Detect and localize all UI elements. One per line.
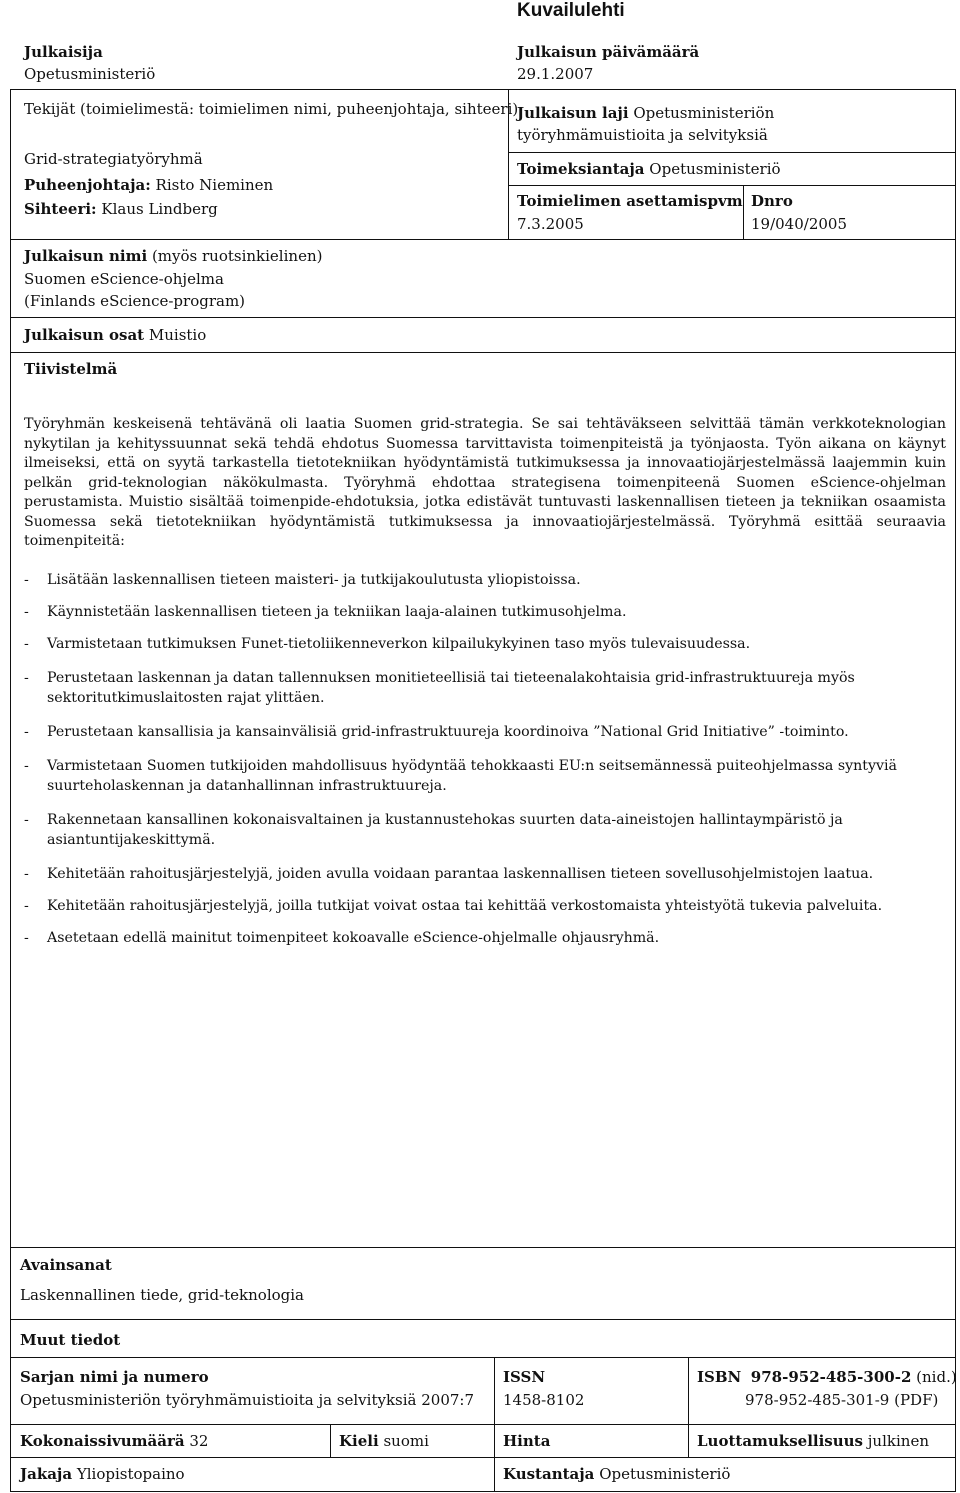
price-label: Hinta: [503, 1432, 551, 1450]
isbn-print: 978-952-485-300-2: [750, 1368, 912, 1386]
list-item-text: Perustetaan kansallisia ja kansainvälisiä grid-infrastruktuureja koordinoiva ”National Grid Initiative” -toiminto.: [47, 724, 849, 740]
secretary-line: [24, 200, 218, 218]
title-section-divider: [10, 239, 956, 240]
authors-label: Tekijät (toimielimestä: toimielimen nimi, puheenjohtaja, sihteeri): [24, 100, 519, 118]
list-dash: -: [24, 930, 29, 946]
list-dash: -: [24, 758, 29, 774]
confidentiality-line: [697, 1432, 929, 1450]
commissioner-value: Opetusministeriö: [649, 160, 781, 178]
publication-title-label: Julkaisun nimi: [24, 247, 148, 265]
date-label: Julkaisun päivämäärä: [517, 43, 700, 61]
publication-parts-label: Julkaisun osat: [24, 326, 145, 344]
chair-line: [24, 176, 273, 194]
commissioner-line: [517, 160, 781, 178]
publisher-footer-value: Opetusministeriö: [599, 1465, 731, 1483]
language-value: suomi: [383, 1432, 429, 1450]
list-dash: -: [24, 572, 29, 588]
distributor-value: Yliopistopaino: [76, 1465, 185, 1483]
dnro-divider: [743, 185, 744, 239]
list-item: [24, 722, 946, 742]
confidentiality-value: julkinen: [867, 1432, 929, 1450]
secretary-label: Sihteeri:: [24, 200, 97, 218]
publication-type-value-2: työryhmämuistioita ja selvityksiä: [517, 126, 768, 144]
type-divider: [508, 152, 956, 153]
keywords-label: Avainsanat: [20, 1256, 112, 1274]
abstract-text: Työryhmän keskeisenä tehtävänä oli laatia Suomen grid-strategia. Se sai tehtäväkseen selvittää tämän verkkoteknologian nykytilan ja kehityssuunnat sekä tehdä ehdotus Suomessa tarvittavista toimenpiteistä ja työnjaosta. Työn aikana on käynyt ilmeiseksi, että on syytä tarkastella tietotekniikan hyödyntämistä tutkimuksessa ja innovaatiojärjestelmässä laajemmin kuin pelkän grid-teknologian näkökulmasta. Työryhmä ehdottaa strategisena toimenpiteenä Suomen eScience-ohjelman perustamista. Muistio sisältää toimenpide-ehdotuksia, jotka edistävät tuntuvasti laskennallisen tieteen ja tekniikan osaamista Suomessa sekä tietotekniikan hyödyntämistä tutkimuksessa ja innovaatiojärjestelmässä. Työryhmä esittää seuraavia toimenpiteitä:: [24, 416, 946, 549]
publisher-footer-line: [503, 1465, 730, 1483]
abstract-section-divider: [10, 352, 956, 353]
series-col-divider-1: [494, 1357, 495, 1424]
list-item-text: Perustetaan laskennan ja datan tallennuksen monitieteellisiä tai tieteenalakohtaisia grid-infrastruktuureja myös sektoritutkimuslaitosten rajat ylittäen.: [47, 670, 855, 706]
issn-value: 1458-8102: [503, 1391, 585, 1409]
publication-type-value: Opetusministeriön: [633, 104, 775, 122]
list-item: [24, 570, 946, 590]
chair-label: Puheenjohtaja:: [24, 176, 151, 194]
footer-divider-2: [10, 1457, 956, 1458]
publication-title-fi: Suomen eScience-ohjelma: [24, 270, 224, 288]
keywords-divider: [10, 1247, 956, 1248]
list-item: [24, 810, 867, 850]
list-dash: -: [24, 670, 29, 686]
list-dash: -: [24, 812, 29, 828]
list-item: [24, 896, 946, 916]
isbn-pdf: 978-952-485-301-9 (PDF): [745, 1391, 939, 1409]
commissioner-divider: [508, 185, 956, 186]
language-line: [339, 1432, 429, 1450]
list-item: [24, 602, 946, 622]
list-dash: -: [24, 604, 29, 620]
list-item-text: Varmistetaan Suomen tutkijoiden mahdollisuus hyödyntää tehokkaasti EU:n seitsemännessä puiteohjelmassa syntyviä suurteholaskennan ja datanhallinnan infrastruktuureja.: [47, 758, 898, 794]
isbn-line-1: [697, 1368, 957, 1386]
footer-col-divider-3: [688, 1424, 689, 1457]
frame-top-line: [10, 89, 956, 90]
publication-parts-value: Muistio: [148, 326, 207, 344]
list-item: [24, 756, 907, 796]
list-item-text: Kehitetään rahoitusjärjestelyjä, joiden avulla voidaan parantaa laskennallisen tieteen sovellusohjelmistojen laatua.: [47, 866, 874, 882]
dnro-label: Dnro: [751, 192, 793, 210]
pages-value: 32: [189, 1432, 209, 1450]
other-info-divider: [10, 1319, 956, 1320]
chair-name: Risto Nieminen: [155, 176, 274, 194]
distributor-label: Jakaja: [20, 1465, 73, 1483]
working-group-name: Grid-strategiatyöryhmä: [24, 150, 203, 168]
list-item-text: Rakennetaan kansallinen kokonaisvaltainen ja kustannustehokas suurten data-aineistojen hallintaympäristö ja asiantuntijakeskittymä.: [47, 812, 843, 848]
list-dash: -: [24, 724, 29, 740]
list-item-text: Lisätään laskennallisen tieteen maisteri- ja tutkijakoulutusta yliopistoissa.: [47, 572, 581, 588]
abstract-label: Tiivistelmä: [24, 360, 118, 378]
list-item-text: Käynnistetään laskennallisen tieteen ja tekniikan laaja-alainen tutkimusohjelma.: [47, 604, 627, 620]
distributor-line: [20, 1465, 185, 1483]
frame-left-line: [10, 89, 11, 1492]
keywords-value: Laskennallinen tiede, grid-teknologia: [20, 1286, 305, 1304]
footer-col-divider-1: [330, 1424, 331, 1457]
list-item: [24, 634, 946, 654]
confidentiality-label: Luottamuksellisuus: [697, 1432, 863, 1450]
list-item-text: Varmistetaan tutkimuksen Funet-tietoliikenneverkon kilpailukykyinen taso myös tulevaisuudessa.: [47, 636, 751, 652]
parts-section-divider: [10, 317, 956, 318]
publication-title-label-line: [24, 247, 322, 265]
publisher-value: Opetusministeriö: [24, 65, 156, 83]
series-col-divider-2: [688, 1357, 689, 1424]
list-dash: -: [24, 898, 29, 914]
publisher-footer-label: Kustantaja: [503, 1465, 595, 1483]
document-type-title: Kuvailulehti: [517, 0, 625, 21]
pages-label: Kokonaissivumäärä: [20, 1432, 185, 1450]
publisher-label: Julkaisija: [24, 43, 103, 61]
established-value: 7.3.2005: [517, 215, 584, 233]
dnro-value: 19/040/2005: [751, 215, 847, 233]
other-info-label: Muut tiedot: [20, 1331, 121, 1349]
list-item: [24, 864, 946, 884]
secretary-name: Klaus Lindberg: [101, 200, 218, 218]
date-value: 29.1.2007: [517, 65, 594, 83]
list-item-text: Kehitetään rahoitusjärjestelyjä, joilla tutkijat voivat ostaa tai kehittää verkostomaista yhteistyötä tukevia palveluita.: [47, 898, 883, 914]
series-value: Opetusministeriön työryhmämuistioita ja selvityksiä 2007:7: [20, 1391, 475, 1409]
frame-right-line: [955, 89, 956, 1492]
publication-type-label: Julkaisun laji: [517, 104, 629, 122]
commissioner-label: Toimeksiantaja: [517, 160, 645, 178]
list-item: [24, 928, 946, 948]
list-dash: -: [24, 866, 29, 882]
established-label: Toimielimen asettamispvm: [517, 192, 743, 210]
measures-list: [24, 570, 946, 948]
publication-title-label-note: (myös ruotsinkielinen): [151, 247, 323, 265]
footer-divider-1: [10, 1424, 956, 1425]
issn-label: ISSN: [503, 1368, 546, 1386]
publication-type-line: [517, 104, 774, 122]
series-divider: [10, 1357, 956, 1358]
list-dash: -: [24, 636, 29, 652]
publication-parts-line: [24, 326, 206, 344]
list-item: [24, 668, 907, 708]
frame-bottom-line: [10, 1491, 956, 1492]
pages-line: [20, 1432, 208, 1450]
isbn-label: ISBN: [697, 1368, 742, 1386]
publication-title-sv: (Finlands eScience-program): [24, 292, 246, 310]
isbn-print-note: (nid.): [916, 1368, 957, 1386]
list-item-text: Asetetaan edellä mainitut toimenpiteet kokoavalle eScience-ohjelmalle ohjausryhmä.: [47, 930, 660, 946]
series-label: Sarjan nimi ja numero: [20, 1368, 209, 1386]
language-label: Kieli: [339, 1432, 379, 1450]
